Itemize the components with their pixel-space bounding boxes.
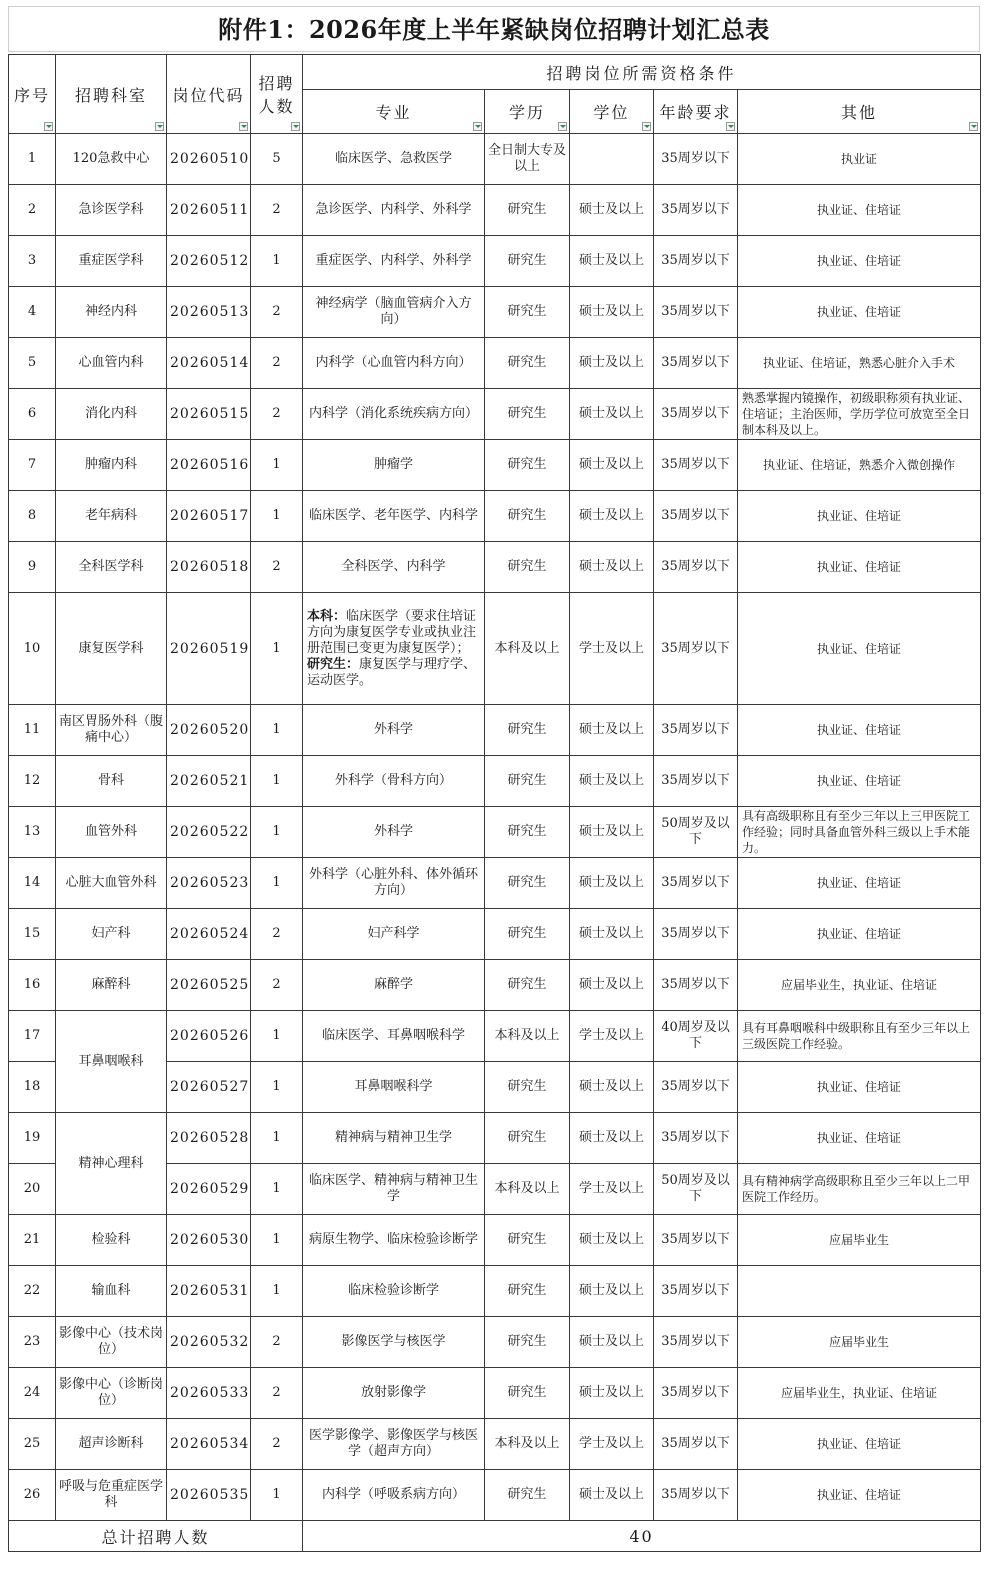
- cell-degree: 硕士及以上: [570, 1470, 654, 1521]
- cell-count: 1: [251, 756, 303, 807]
- cell-count: 1: [251, 1266, 303, 1317]
- cell-count: 1: [251, 1011, 303, 1062]
- header-dept[interactable]: 招聘科室: [56, 55, 167, 134]
- cell-degree: 硕士及以上: [570, 491, 654, 542]
- table-row: [9, 236, 981, 287]
- cell-major: 内科学（消化系统疾病方向）: [303, 389, 485, 440]
- cell-code: 20260527: [167, 1062, 251, 1113]
- cell-age: 35周岁以下: [654, 756, 738, 807]
- cell-code: 20260523: [167, 858, 251, 909]
- cell-education: 研究生: [485, 389, 570, 440]
- cell-degree: 硕士及以上: [570, 1062, 654, 1113]
- table-row: [9, 1368, 981, 1419]
- table-row: [9, 909, 981, 960]
- cell-education: 研究生: [485, 1470, 570, 1521]
- total-row: [9, 1521, 981, 1552]
- cell-education: 全日制大专及以上: [485, 134, 570, 185]
- cell-other: 应届毕业生，执业证、住培证: [738, 960, 981, 1011]
- cell-seq: 6: [9, 389, 56, 440]
- cell-education: 研究生: [485, 705, 570, 756]
- cell-seq: 4: [9, 287, 56, 338]
- cell-count: 2: [251, 1368, 303, 1419]
- cell-code: 20260532: [167, 1317, 251, 1368]
- filter-dropdown-icon[interactable]: [44, 122, 53, 131]
- cell-other: 应届毕业生，执业证、住培证: [738, 1368, 981, 1419]
- cell-code: 20260511: [167, 185, 251, 236]
- cell-other: 具有高级职称且有至少三年以上三甲医院工作经验；同时具备血管外科三级以上手术能力。: [738, 807, 981, 858]
- cell-age: 35周岁以下: [654, 1266, 738, 1317]
- cell-other: 执业证、住培证，熟悉心脏介入手术: [738, 338, 981, 389]
- cell-seq: 1: [9, 134, 56, 185]
- table-row: [9, 1113, 981, 1164]
- cell-seq: 18: [9, 1062, 56, 1113]
- cell-degree: 学士及以上: [570, 593, 654, 705]
- cell-education: 本科及以上: [485, 593, 570, 705]
- cell-education: 本科及以上: [485, 1164, 570, 1215]
- cell-seq: 24: [9, 1368, 56, 1419]
- cell-other: 具有耳鼻咽喉科中级职称且有至少三年以上三级医院工作经验。: [738, 1011, 981, 1062]
- cell-count: 2: [251, 338, 303, 389]
- header-major[interactable]: 专业: [303, 90, 485, 134]
- cell-major: 影像医学与核医学: [303, 1317, 485, 1368]
- table-row: [9, 593, 981, 705]
- cell-education: 研究生: [485, 440, 570, 491]
- cell-education: 本科及以上: [485, 1011, 570, 1062]
- cell-age: 35周岁以下: [654, 134, 738, 185]
- cell-major: 全科医学、内科学: [303, 542, 485, 593]
- table-row: [9, 1266, 981, 1317]
- header-code[interactable]: 岗位代码: [167, 55, 251, 134]
- cell-seq: 22: [9, 1266, 56, 1317]
- cell-education: 研究生: [485, 491, 570, 542]
- table-row: [9, 440, 981, 491]
- filter-dropdown-icon[interactable]: [239, 122, 248, 131]
- cell-other: 应届毕业生: [738, 1317, 981, 1368]
- cell-degree: 硕士及以上: [570, 756, 654, 807]
- cell-count: 1: [251, 705, 303, 756]
- cell-age: 35周岁以下: [654, 185, 738, 236]
- header-other[interactable]: 其他: [738, 90, 981, 134]
- table-row: [9, 807, 981, 858]
- cell-major: 外科学（心脏外科、体外循环方向）: [303, 858, 485, 909]
- cell-degree: 硕士及以上: [570, 389, 654, 440]
- cell-degree: 硕士及以上: [570, 858, 654, 909]
- major-text: 康复医学与理疗学、运动医学。: [307, 656, 477, 688]
- total-label: 总计招聘人数: [9, 1521, 303, 1552]
- cell-count: 1: [251, 440, 303, 491]
- header-count[interactable]: 招聘人数: [251, 55, 303, 134]
- cell-seq: 3: [9, 236, 56, 287]
- cell-code: 20260526: [167, 1011, 251, 1062]
- cell-education: 研究生: [485, 287, 570, 338]
- cell-age: 35周岁以下: [654, 440, 738, 491]
- cell-major: 重症医学、内科学、外科学: [303, 236, 485, 287]
- cell-other: 熟悉掌握内镜操作，初级职称须有执业证、住培证；主治医师，学历学位可放宽至全日制本科及以上。: [738, 389, 981, 440]
- table-row: [9, 1011, 981, 1062]
- cell-seq: 9: [9, 542, 56, 593]
- cell-major: 临床医学、耳鼻咽喉科学: [303, 1011, 485, 1062]
- cell-dept: 心血管内科: [56, 338, 167, 389]
- cell-other: 执业证、住培证: [738, 1419, 981, 1470]
- cell-count: 2: [251, 542, 303, 593]
- cell-major: 麻醉学: [303, 960, 485, 1011]
- cell-degree: 硕士及以上: [570, 185, 654, 236]
- cell-code: 20260513: [167, 287, 251, 338]
- table-row: [9, 1215, 981, 1266]
- cell-count: 1: [251, 858, 303, 909]
- cell-major: 外科学（骨科方向）: [303, 756, 485, 807]
- cell-dept: 影像中心（技术岗位）: [56, 1317, 167, 1368]
- cell-count: 2: [251, 185, 303, 236]
- cell-dept: 精神心理科: [56, 1113, 167, 1215]
- cell-degree: 硕士及以上: [570, 909, 654, 960]
- cell-major: 放射影像学: [303, 1368, 485, 1419]
- document-title: 附件1：2026年度上半年紧缺岗位招聘计划汇总表: [8, 6, 980, 52]
- filter-dropdown-icon[interactable]: [726, 122, 735, 131]
- cell-dept: 重症医学科: [56, 236, 167, 287]
- cell-degree: 硕士及以上: [570, 236, 654, 287]
- cell-age: 35周岁以下: [654, 389, 738, 440]
- cell-education: 本科及以上: [485, 1419, 570, 1470]
- cell-seq: 11: [9, 705, 56, 756]
- cell-other: 执业证、住培证: [738, 858, 981, 909]
- cell-code: 20260522: [167, 807, 251, 858]
- cell-education: 研究生: [485, 1113, 570, 1164]
- cell-major: 临床医学、老年医学、内科学: [303, 491, 485, 542]
- cell-age: 35周岁以下: [654, 1470, 738, 1521]
- cell-other: 执业证、住培证: [738, 909, 981, 960]
- cell-count: 1: [251, 1062, 303, 1113]
- table-row: [9, 756, 981, 807]
- cell-seq: 14: [9, 858, 56, 909]
- cell-count: 1: [251, 1215, 303, 1266]
- cell-age: 35周岁以下: [654, 909, 738, 960]
- cell-age: 35周岁以下: [654, 338, 738, 389]
- table-row: [9, 542, 981, 593]
- cell-count: 1: [251, 491, 303, 542]
- cell-degree: 硕士及以上: [570, 542, 654, 593]
- cell-code: 20260517: [167, 491, 251, 542]
- cell-dept: 肿瘤内科: [56, 440, 167, 491]
- cell-degree: 硕士及以上: [570, 440, 654, 491]
- header-education[interactable]: 学历: [485, 90, 570, 134]
- cell-code: 20260535: [167, 1470, 251, 1521]
- cell-count: 2: [251, 1317, 303, 1368]
- cell-code: 20260510: [167, 134, 251, 185]
- cell-code: 20260531: [167, 1266, 251, 1317]
- cell-age: 35周岁以下: [654, 491, 738, 542]
- cell-age: 35周岁以下: [654, 1113, 738, 1164]
- cell-count: 1: [251, 807, 303, 858]
- cell-degree: [570, 134, 654, 185]
- table-row: [9, 338, 981, 389]
- cell-seq: 21: [9, 1215, 56, 1266]
- table-row: [9, 1317, 981, 1368]
- cell-seq: 17: [9, 1011, 56, 1062]
- cell-other: 应届毕业生: [738, 1215, 981, 1266]
- cell-seq: 20: [9, 1164, 56, 1215]
- cell-major: 耳鼻咽喉科学: [303, 1062, 485, 1113]
- cell-count: 1: [251, 1164, 303, 1215]
- cell-major: 医学影像学、影像医学与核医学（超声方向）: [303, 1419, 485, 1470]
- table-row: [9, 185, 981, 236]
- cell-age: 35周岁以下: [654, 858, 738, 909]
- recruitment-table: [8, 54, 981, 1552]
- cell-other: 执业证、住培证: [738, 287, 981, 338]
- cell-degree: 硕士及以上: [570, 287, 654, 338]
- cell-count: 1: [251, 1113, 303, 1164]
- cell-code: 20260533: [167, 1368, 251, 1419]
- cell-education: 研究生: [485, 1062, 570, 1113]
- table-header: [9, 55, 981, 134]
- cell-major: 肿瘤学: [303, 440, 485, 491]
- cell-dept: 麻醉科: [56, 960, 167, 1011]
- cell-code: 20260520: [167, 705, 251, 756]
- cell-other: 执业证、住培证: [738, 705, 981, 756]
- cell-seq: 19: [9, 1113, 56, 1164]
- cell-degree: 硕士及以上: [570, 1368, 654, 1419]
- cell-dept: 血管外科: [56, 807, 167, 858]
- cell-education: 研究生: [485, 1266, 570, 1317]
- cell-major: 外科学: [303, 705, 485, 756]
- table-row: [9, 1470, 981, 1521]
- cell-age: 35周岁以下: [654, 542, 738, 593]
- cell-education: 研究生: [485, 338, 570, 389]
- cell-seq: 8: [9, 491, 56, 542]
- cell-dept: 120急救中心: [56, 134, 167, 185]
- cell-education: 研究生: [485, 858, 570, 909]
- cell-major: 精神病与精神卫生学: [303, 1113, 485, 1164]
- cell-age: 35周岁以下: [654, 1368, 738, 1419]
- cell-education: 研究生: [485, 909, 570, 960]
- cell-seq: 26: [9, 1470, 56, 1521]
- cell-code: 20260514: [167, 338, 251, 389]
- cell-dept: 康复医学科: [56, 593, 167, 705]
- table-row: [9, 858, 981, 909]
- cell-dept: 急诊医学科: [56, 185, 167, 236]
- cell-age: 35周岁以下: [654, 705, 738, 756]
- table-row: [9, 960, 981, 1011]
- cell-degree: 硕士及以上: [570, 705, 654, 756]
- cell-dept: 南区胃肠外科（腹痛中心）: [56, 705, 167, 756]
- cell-degree: 学士及以上: [570, 1164, 654, 1215]
- cell-education: 研究生: [485, 185, 570, 236]
- cell-age: 35周岁以下: [654, 287, 738, 338]
- filter-dropdown-icon[interactable]: [558, 122, 567, 131]
- major-label: 本科：: [307, 608, 347, 624]
- cell-dept: 全科医学科: [56, 542, 167, 593]
- table-body: [9, 134, 981, 1521]
- cell-seq: 15: [9, 909, 56, 960]
- cell-dept: 检验科: [56, 1215, 167, 1266]
- cell-age: 35周岁以下: [654, 960, 738, 1011]
- cell-other: 执业证、住培证: [738, 1062, 981, 1113]
- cell-count: 2: [251, 960, 303, 1011]
- cell-count: 2: [251, 287, 303, 338]
- cell-count: 2: [251, 909, 303, 960]
- cell-code: 20260534: [167, 1419, 251, 1470]
- cell-age: 35周岁以下: [654, 1419, 738, 1470]
- cell-dept: 超声诊断科: [56, 1419, 167, 1470]
- cell-dept: 妇产科: [56, 909, 167, 960]
- cell-count: 1: [251, 1470, 303, 1521]
- cell-dept: 心脏大血管外科: [56, 858, 167, 909]
- cell-degree: 学士及以上: [570, 1011, 654, 1062]
- cell-other: 执业证、住培证: [738, 185, 981, 236]
- table-row: [9, 134, 981, 185]
- cell-education: 研究生: [485, 1368, 570, 1419]
- cell-major: 病原生物学、临床检验诊断学: [303, 1215, 485, 1266]
- cell-other: 执业证、住培证: [738, 491, 981, 542]
- cell-other: 具有精神病学高级职称且至少三年以上二甲医院工作经历。: [738, 1164, 981, 1215]
- cell-age: 35周岁以下: [654, 1317, 738, 1368]
- cell-education: 研究生: [485, 542, 570, 593]
- cell-dept: 耳鼻咽喉科: [56, 1011, 167, 1113]
- cell-dept: 影像中心（诊断岗位）: [56, 1368, 167, 1419]
- cell-code: 20260525: [167, 960, 251, 1011]
- table-row: [9, 1419, 981, 1470]
- cell-age: 50周岁及以下: [654, 807, 738, 858]
- cell-seq: 25: [9, 1419, 56, 1470]
- cell-code: 20260518: [167, 542, 251, 593]
- cell-seq: 23: [9, 1317, 56, 1368]
- cell-other: [738, 1266, 981, 1317]
- cell-major: 神经病学（脑血管病介入方向）: [303, 287, 485, 338]
- filter-dropdown-icon[interactable]: [473, 122, 482, 131]
- cell-dept: 老年病科: [56, 491, 167, 542]
- cell-seq: 12: [9, 756, 56, 807]
- cell-degree: 硕士及以上: [570, 1215, 654, 1266]
- cell-degree: 硕士及以上: [570, 338, 654, 389]
- cell-count: 1: [251, 593, 303, 705]
- cell-dept: 神经内科: [56, 287, 167, 338]
- cell-major: 急诊医学、内科学、外科学: [303, 185, 485, 236]
- cell-count: 5: [251, 134, 303, 185]
- cell-seq: 10: [9, 593, 56, 705]
- filter-dropdown-icon[interactable]: [969, 122, 978, 131]
- cell-major: 临床检验诊断学: [303, 1266, 485, 1317]
- total-value: 40: [303, 1521, 981, 1552]
- cell-count: 1: [251, 236, 303, 287]
- cell-other: 执业证、住培证，熟悉介入微创操作: [738, 440, 981, 491]
- cell-education: 研究生: [485, 807, 570, 858]
- cell-degree: 硕士及以上: [570, 1266, 654, 1317]
- filter-dropdown-icon[interactable]: [642, 122, 651, 131]
- cell-major: 内科学（心血管内科方向）: [303, 338, 485, 389]
- cell-degree: 硕士及以上: [570, 1317, 654, 1368]
- header-degree[interactable]: 学位: [570, 90, 654, 134]
- cell-other: 执业证、住培证: [738, 593, 981, 705]
- cell-age: 35周岁以下: [654, 1062, 738, 1113]
- cell-degree: 硕士及以上: [570, 1113, 654, 1164]
- cell-degree: 硕士及以上: [570, 960, 654, 1011]
- cell-dept: 输血科: [56, 1266, 167, 1317]
- cell-code: 20260528: [167, 1113, 251, 1164]
- cell-age: 35周岁以下: [654, 1215, 738, 1266]
- header-qualification-group: 招聘岗位所需资格条件: [303, 55, 981, 90]
- cell-seq: 7: [9, 440, 56, 491]
- table-row: [9, 287, 981, 338]
- cell-other: 执业证、住培证: [738, 1470, 981, 1521]
- cell-major: [303, 593, 485, 705]
- cell-age: 35周岁以下: [654, 236, 738, 287]
- cell-seq: 2: [9, 185, 56, 236]
- cell-education: 研究生: [485, 960, 570, 1011]
- cell-code: 20260521: [167, 756, 251, 807]
- cell-code: 20260516: [167, 440, 251, 491]
- cell-other: 执业证、住培证: [738, 542, 981, 593]
- table-row: [9, 705, 981, 756]
- header-seq[interactable]: 序号: [9, 55, 56, 134]
- cell-education: 研究生: [485, 756, 570, 807]
- cell-other: 执业证、住培证: [738, 1113, 981, 1164]
- cell-code: 20260524: [167, 909, 251, 960]
- filter-dropdown-icon[interactable]: [155, 122, 164, 131]
- filter-dropdown-icon[interactable]: [291, 122, 300, 131]
- cell-seq: 13: [9, 807, 56, 858]
- cell-age: 50周岁及以下: [654, 1164, 738, 1215]
- cell-seq: 16: [9, 960, 56, 1011]
- cell-education: 研究生: [485, 1317, 570, 1368]
- cell-dept: 呼吸与危重症医学科: [56, 1470, 167, 1521]
- major-text: 临床医学（要求住培证方向为康复医学专业或执业注册范围已变更为康复医学）；: [307, 608, 477, 656]
- cell-major: 外科学: [303, 807, 485, 858]
- cell-degree: 学士及以上: [570, 1419, 654, 1470]
- cell-major: 临床医学、急救医学: [303, 134, 485, 185]
- cell-code: 20260529: [167, 1164, 251, 1215]
- cell-other: 执业证、住培证: [738, 756, 981, 807]
- table-row: [9, 491, 981, 542]
- cell-code: 20260519: [167, 593, 251, 705]
- cell-code: 20260515: [167, 389, 251, 440]
- cell-dept: 骨科: [56, 756, 167, 807]
- cell-major: 内科学（呼吸系病方向）: [303, 1470, 485, 1521]
- cell-education: 研究生: [485, 236, 570, 287]
- cell-age: 35周岁以下: [654, 593, 738, 705]
- cell-major: 临床医学、精神病与精神卫生学: [303, 1164, 485, 1215]
- cell-count: 2: [251, 389, 303, 440]
- cell-other: 执业证、住培证: [738, 236, 981, 287]
- cell-count: 2: [251, 1419, 303, 1470]
- cell-age: 40周岁及以下: [654, 1011, 738, 1062]
- cell-degree: 硕士及以上: [570, 807, 654, 858]
- header-age[interactable]: 年龄要求: [654, 90, 738, 134]
- cell-code: 20260530: [167, 1215, 251, 1266]
- cell-other: 执业证: [738, 134, 981, 185]
- cell-code: 20260512: [167, 236, 251, 287]
- major-label: 研究生：: [307, 656, 360, 672]
- cell-dept: 消化内科: [56, 389, 167, 440]
- cell-major: 妇产科学: [303, 909, 485, 960]
- cell-education: 研究生: [485, 1215, 570, 1266]
- cell-seq: 5: [9, 338, 56, 389]
- table-row: [9, 389, 981, 440]
